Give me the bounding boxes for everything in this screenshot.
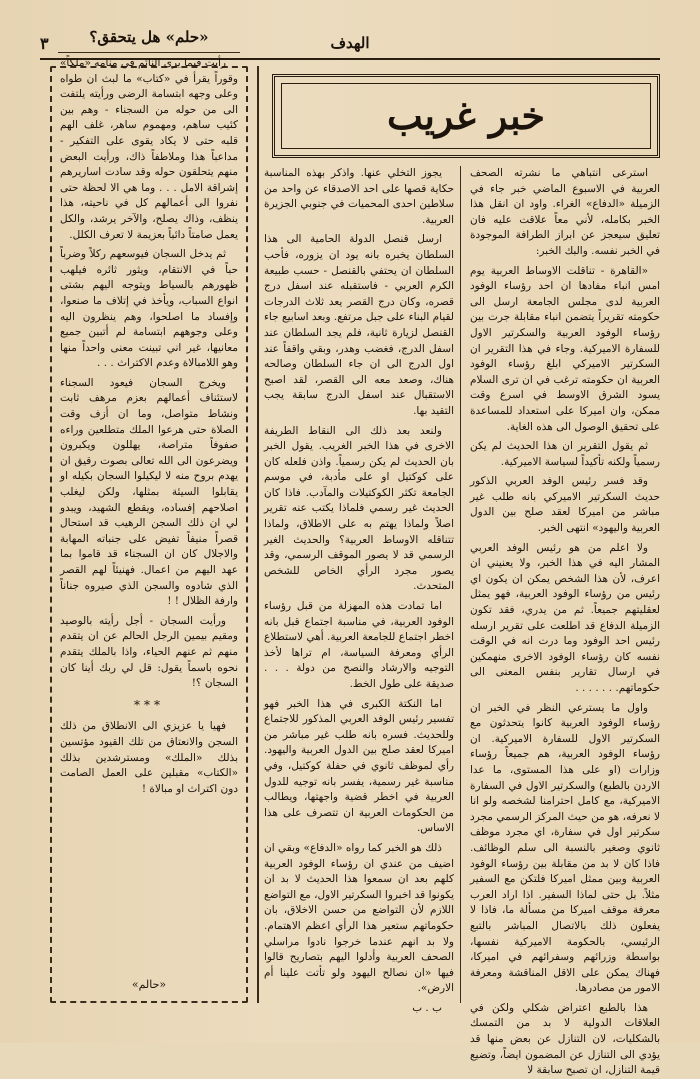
paragraph: واول ما يسترعي النظر في الخبر ان رؤساء الوفود العربية كانوا يتحدثون مع السكرتير الاول للسفارة الاميركية. ان رؤساء الوفود العربية، هم جميعاً رؤساء وزارات (او على هذا المستوى، ما عدا الاردن بالطبع) والسكرتير الاول في السفارة الاميركية، مع كامل احترامنا لشخصه ولو انا لا نعرفه، هو من حيث المركز الرسمي مجرد سكرتير اول في سفارة، اي مجرد موظف ثانوي وصغير بالنسبة الى سلم الوظائف. فاذا كان لا بد من مقابلة بين رؤساء الوفود العربية وبين ممثل اميركا فلتكن مع السفير مثلاً. بل حتى لماذا السفير. اذا اراد العرب معرفة موقف اميركا من مسألة ما، فاذا لا يفعلون ذلك بالاتصال المباشر بالتبع الرئيسي، بالحكومة الاميركية نفسها، بواسطة وزرائهم وسفرائهم في اميركا، فهناك يمكن على الاقل المناقشة ومعرفة الامور من مصادرها.: [470, 701, 660, 995]
page-number: ٣: [40, 34, 49, 53]
article-column-right: [470, 166, 660, 1077]
article-title-box: [272, 74, 660, 158]
newspaper-name: الهدف: [330, 34, 370, 52]
paragraph: ثم يدخل السجان فيوسعهم ركلاً وضرباً حباً في الانتقام، ويثور ثائره فيلهب ظهورهم بالسياط ويتوجه اليهم بشتى انواع السباب، ويأخذ في إتلاف ما صنعوا، وإفساد ما اصلحوا، وهم ينظرون اليه وعلى وجوههم ابتسامة لم أتبين جميع معانيها، غير اني تبينت معنى واحداً منها وهو اللامبالاة وعدم الاكتراث . . .: [60, 248, 238, 370]
section-divider: [257, 66, 259, 1003]
side-article-column: [60, 56, 238, 977]
paragraph: ولا اعلم من هو رئيس الوفد العربي المشار اليه في هذا الخبر، ولا يعنيني ان اعرف، لأن هذا الشخص يمكن ان يكون اي رئيس من رؤساء الوفود العربية، فهو يمثل لعقليتهم جميعاً. ثم من يدري، فقد تكون الزميلة الدفاع قد اطلعت على تقرير ارسله رئيس احد الوفود وما درت انه في الوقت نفسه كان رؤساء الوفود الاخرى منهمكين في ارسال تقارير بنفس المعنى الى حكوماتهم. . . . . . .: [470, 541, 660, 694]
paragraph: «القاهرة - تناقلت الاوساط العربية يوم امس انباء مفادها ان احد رؤساء الوفود العربية لدى مجلس الجامعة ارسل الى حكومته تقريراً يتضمن انباء مقابلة جرت بين رؤساء الوفود العربية والسكرتير الاول للسفارة الاميركية. وجاء في هذا التقرير ان السكرتير الاميركي ابلغ رؤساء الوفود العربية ان حكومته ترغب في ان ترى السلام يسود الشرق الاوسط في اسرع وقت ممكن، وان اميركا على استعداد للمساعدة على تحقيق الوصول الى هذه الغاية.: [470, 264, 660, 433]
separator-stars: ***: [134, 697, 164, 712]
column-divider: [460, 166, 461, 1003]
paragraph: هذا بالطبع اعتراض شكلي ولكن في العلاقات الدولية لا بد من التمسك بالشكليات، لان التنازل عن بعض منها قد يؤدي الى التنازل عن المضمون ايضاً، وتضيع قيمة التنازل، ان تصبح سابقة لا: [470, 1001, 660, 1077]
paragraph: ذلك هو الخبر كما رواه «الدفاع» وبقي ان اضيف من عندي ان رؤساء الوفود العربية كلهم بعد ان سمعوا هذا الحديث لا بد ان يكونوا قد اخبروا السكرتير الاول، مع التواضع اللازم لأن التواضع من حسن الاخلاق، بان حكوماتهم ستعير هذا الرأي اعظم الاهتمام. ولا بد انهم عندما خرجوا نادوا مراسلي الصحف العربية وأدلوا اليهم بتصاريح قالوا فيها «ان نصالح اليهود ولو تأتت علينا أم الارض».: [264, 841, 454, 995]
side-article-signature: «حالم»: [131, 978, 167, 991]
paragraph: ارسل قنصل الدولة الحامية الى هذا السلطان يخبره بانه يود ان يزوره، فأحب السلطان ان يحتفي بالقنصل - حسب طبيعة الكرم العربي - فاستقبله عند اسفل درج قصره، وكان درج القصر يعد ثلاث الدرجات لقيام البناء على جبل مرتفع. وبعد اسابيع جاء القنصل لزيارة ثانية، فلم يجد السلطان عند اسفل الدرج، فغضب وهدر، وبقي واقفاً عند اول الدرج الى ان جاء السلطان وصالحه هناك، وصعد معه الى القصر، لقد اصبح الاستقبال عند اسفل الدرج سابقة يجب التقيد بها.: [264, 233, 454, 417]
side-title-rule: [58, 52, 240, 53]
paragraph: وقد فسر رئيس الوفد العربي الذكور حديث السكرتير الاميركي بانه طلب غير مباشر من اميركا لعقد صلح بين الدول العربية واليهود» انتهى الخبر.: [470, 475, 660, 535]
paragraph: اما تمادت هذه المهزلة من قبل رؤساء الوفود العربية، في مناسبة اجتماع قبل بانه اخطر اجتماع للجامعة العربية. أهي لاستطلاع الرأي ومعرفة السياسة، ام تراها لأخذ التوجيه والارشاد والنصح من دولة . . . صديقة على طول الخط.: [264, 600, 454, 690]
paragraph: ويخرج السجان فيعود السجناء لاستئناف أعمالهم بعزم مرهف ثابت ونشاط متواصل، وما ان أزف وقت الصلاة حتى هرعوا الملك متطلعين وراءه صفوفاً متراصة، يهللون ويكبرون ويضرعون الى الله تعالى بصوت رقيق ان يهدم بروح منه لا ليكيلوا السجان بكيله او يقابلوا السيئة بمثلها، ولكن ليغلب اصلاحهم إفساده، ويقطع الشهيد، ويبدو لي ان ذلك السجن الرهيب قد استحال قصراً منيفاً تفيض على جنباته المهابة والاجلال كان ان السجناء قد قاموا بما عهد اليهم من اعمال. فهنيئاً لهم القصر الذي شادوه والسجن الذي صيروه جناناً وارفة الظلال ! !: [60, 376, 238, 608]
article-column-middle: [264, 166, 454, 1014]
article-title: خبر غريب: [387, 93, 545, 138]
paragraph: يجوز التخلي عنها. واذكر بهذه المناسبة حكاية قصها على احد الاصدقاء عن واحد من سلاطين احدى المحميات في جنوبي الجزيرة العربية.: [264, 167, 454, 226]
article-signature: ب . ب: [412, 1001, 442, 1014]
paragraph: ولنعد بعد ذلك الى النقاط الطريفة الاخرى في هذا الخبر الغريب. يقول الخبر بان الحديث لم يكن رسمياً. واذن فلعله كان على كوكتيل او على مأدبة، في موسم الجامعة تكثر الكوكتيلات والمآدب. فاذا كان الحديث غير رسمي فلماذا يكتب عنه تقرير اصلاً ولماذا يهتم به على الاطلاق، ولماذا تتناقله الاوساط العربية؟ والحديث الغير الرسمي قد لا يصور الموقف الرسمي، وقد يصور مجرد الرأي الخاص للشخص المتحدث.: [264, 424, 454, 593]
side-article-title: «حلم» هل يتحقق؟: [89, 28, 209, 46]
paragraph: اما النكتة الكبرى في هذا الخبر فهو تفسير رئيس الوفد العربي المذكور للاجتماع وللحديث. فسره بانه طلب غير مباشر من اميركا لعقد صلح بين الدول العربية واليهود. رأي لموظف ثانوي في حفلة كوكتيل، وفي مناسبة غير رسمية، يفسر بانه توجيه للدول العربية في اخطر قضية واجهتها، ويطالب من الحكومات العربية ان تتصرف على هذا الاساس.: [264, 697, 454, 835]
paragraph: ورأيت السجان - أجل رأيته بالوصيد ومقيم بيمين الرجل الحالم عن ان يتقدم منهم ثم عنهم الحياء، واذا بالملك يتقدم نحوه باسماً يقول: قل لي ربك أينا كان السجان ؟!: [60, 614, 238, 690]
paragraph: استرعى انتباهي ما نشرته الصحف العربية في الاسبوع الماضي خبر جاء في الزميلة «الدفاع» الغراء. واود ان انقل هذا الخبر بكامله، لأني معاً علاقت عليه فان تعليق سيعجز عن ابراز الطرافة الموجودة في الخبر نفسه. والبك الخبر:: [470, 167, 660, 257]
paragraph: ثم يقول التقرير ان هذا الحديث لم يكن رسمياً ولكنه تأكيداً لسياسة الاميركية.: [470, 440, 660, 468]
paragraph: رأيت فيما يرى النائم في منامه «ملكاً» وقوراً يقرأ في «كتاب» ما لبث ان طواه وعلى وجهه ابتسامة الرضى ورأيته يلتفت الى من حوله من السجناء - وهم بين كئيب ساهم، ومهموم ساهر، غلف الهم قلبه حتى لا يكاد يقوى على التفكير - مداعباً هذا وملاطفاً ذاك، ورأيت البعض منهم يتحلقون حوله وقد سادت اساريرهم إشراقة الامل . . . وما هي الا لحظة حتى نفروا الى أعمالهم كل في ناحيته، هذا ينظف، وذاك يصلح، والآخر يرشد، والكل يعمل صامتاً دائباً بعزيمة لا تعرف الكلل.: [60, 57, 238, 241]
paragraph: فهيا يا عزيزي الى الانطلاق من ذلك السجن والانعتاق من تلك القيود مؤتسين بذلك «الملك» ومسترشدين بذلك «الكتاب» مقبلين على العمل الصامت دون اكتراث او مبالاة !: [60, 720, 238, 795]
